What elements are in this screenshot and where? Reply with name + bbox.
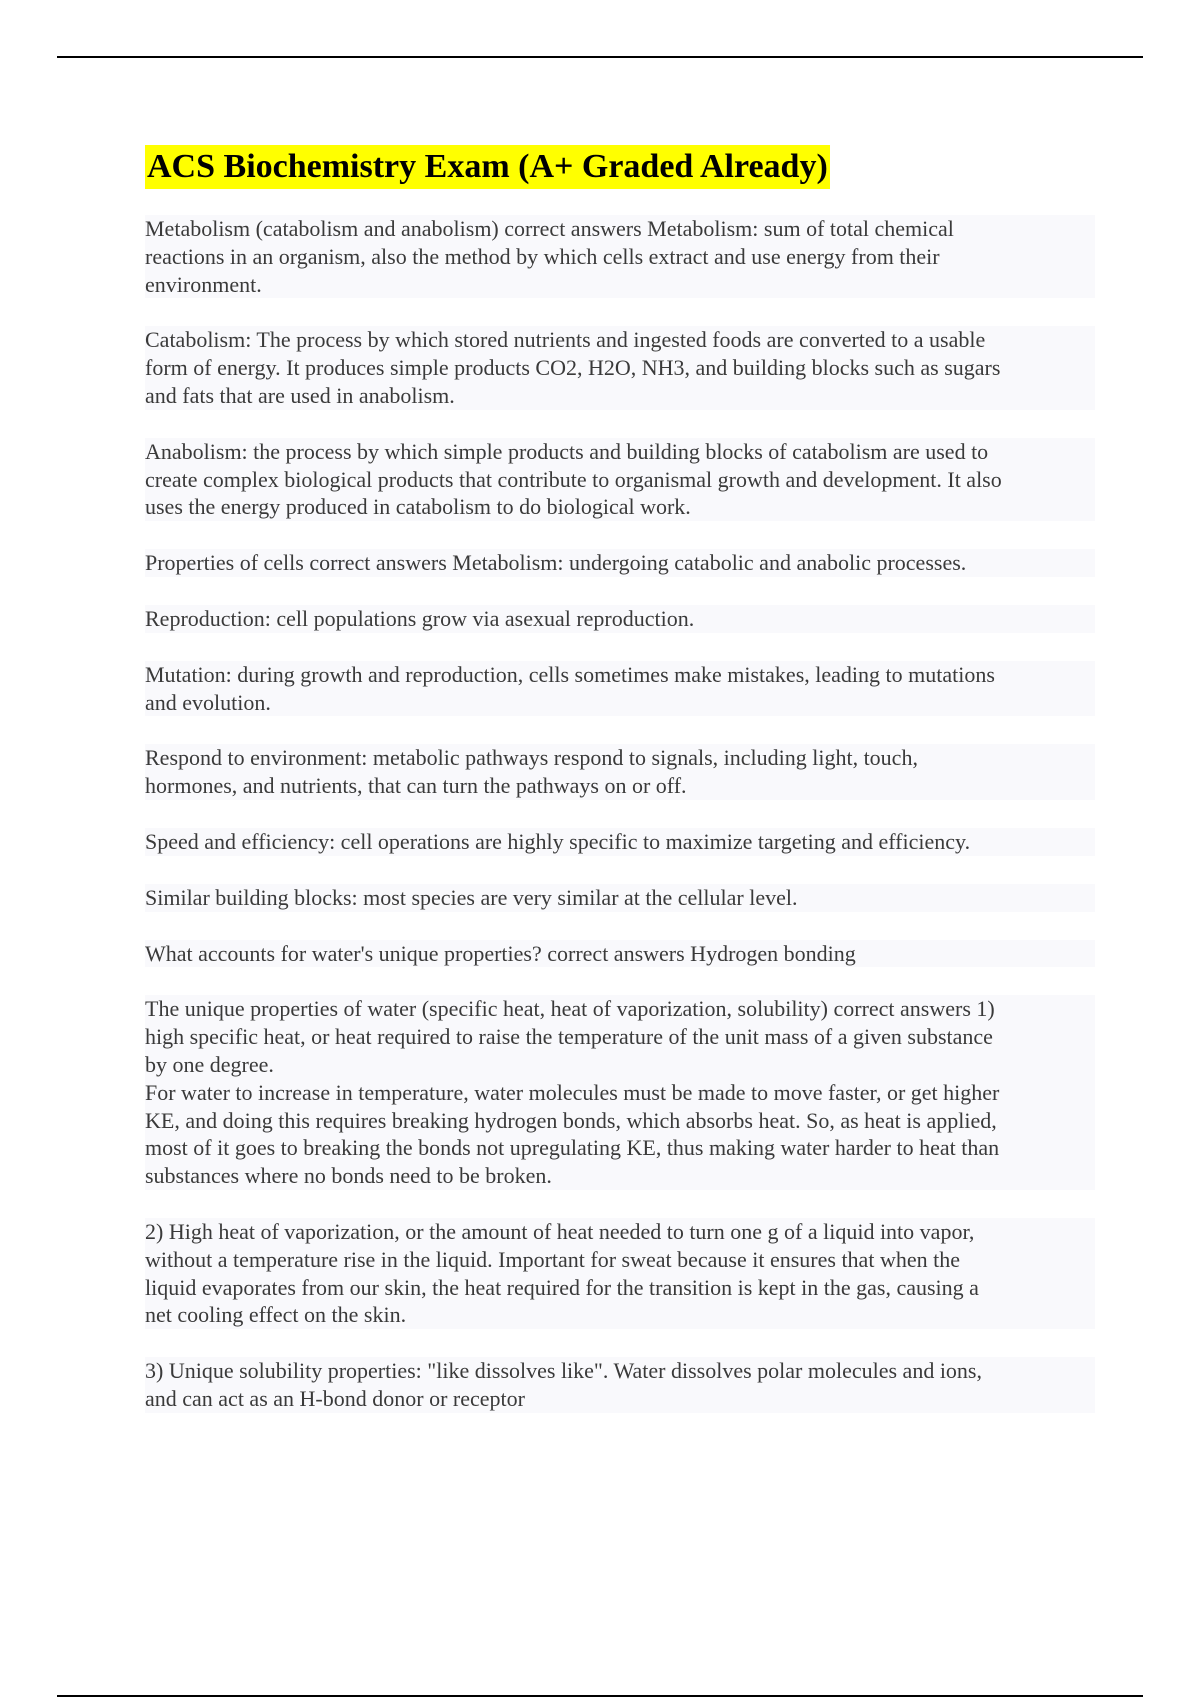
bottom-rule (57, 1695, 1143, 1697)
paragraph (145, 1357, 1095, 1413)
paragraph (145, 1218, 1095, 1329)
paragraph (145, 326, 1095, 409)
paragraph-line: and fats that are used in anabolism. (145, 382, 455, 408)
paragraph-line: net cooling effect on the skin. (145, 1302, 407, 1328)
paragraph-line: Anabolism: the process by which simple products and building blocks of catabolism are used to (145, 438, 989, 464)
top-rule (57, 56, 1143, 58)
document-body (145, 145, 1095, 1441)
paragraph-line: Speed and efficiency: cell operations are highly specific to maximize targeting and efficiency. (145, 828, 971, 854)
paragraph (145, 215, 1095, 298)
paragraph-line: For water to increase in temperature, water molecules must be made to move faster, or get higher (145, 1079, 1000, 1105)
paragraph-line: most of it goes to breaking the bonds not upregulating KE, thus making water harder to heat than (145, 1135, 1000, 1161)
paragraph (145, 661, 1095, 717)
paragraph-line: environment. (145, 271, 262, 297)
paragraph-line: without a temperature rise in the liquid. Important for sweat because it ensures that when the (145, 1246, 960, 1272)
paragraph-line: uses the energy produced in catabolism to do biological work. (145, 494, 691, 520)
paragraph-line: and can act as an H-bond donor or receptor (145, 1385, 525, 1411)
paragraph-line: Metabolism (catabolism and anabolism) correct answers Metabolism: sum of total chemical (145, 216, 954, 241)
document-title: ACS Biochemistry Exam (A+ Graded Already) (145, 145, 830, 189)
paragraph-line: create complex biological products that contribute to organismal growth and development. It also (145, 466, 1002, 492)
paragraph-line: Reproduction: cell populations grow via asexual reproduction. (145, 605, 695, 631)
paragraph (145, 884, 1095, 912)
paragraph-line: by one degree. (145, 1051, 274, 1077)
paragraph (145, 940, 1095, 968)
paragraph-line: Properties of cells correct answers Metabolism: undergoing catabolic and anabolic processes. (145, 550, 967, 576)
paragraph-line: 2) High heat of vaporization, or the amount of heat needed to turn one g of a liquid into vapor, (145, 1218, 975, 1244)
paragraph-list (145, 215, 1095, 1413)
paragraph-line: The unique properties of water (specific heat, heat of vaporization, solubility) correct answers 1) (145, 996, 995, 1022)
paragraph (145, 995, 1095, 1190)
paragraph-line: reactions in an organism, also the method by which cells extract and use energy from their (145, 243, 940, 269)
paragraph-line: liquid evaporates from our skin, the heat required for the transition is kept in the gas, causing a (145, 1274, 979, 1300)
paragraph-line: hormones, and nutrients, that can turn the pathways on or off. (145, 773, 687, 799)
paragraph (145, 438, 1095, 521)
paragraph-line: 3) Unique solubility properties: "like dissolves like". Water dissolves polar molecules and ions, (145, 1358, 982, 1384)
paragraph-line: and evolution. (145, 689, 271, 715)
paragraph (145, 828, 1095, 856)
paragraph-line: form of energy. It produces simple products CO2, H2O, NH3, and building blocks such as sugars (145, 355, 1001, 381)
paragraph-line: high specific heat, or heat required to raise the temperature of the unit mass of a given substance (145, 1024, 993, 1050)
paragraph (145, 549, 1095, 577)
paragraph (145, 605, 1095, 633)
paragraph (145, 744, 1095, 800)
paragraph-line: substances where no bonds need to be broken. (145, 1163, 552, 1189)
paragraph-line: KE, and doing this requires breaking hydrogen bonds, which absorbs heat. So, as heat is applied, (145, 1107, 997, 1133)
paragraph-line: What accounts for water's unique properties? correct answers Hydrogen bonding (145, 940, 856, 966)
paragraph-line: Mutation: during growth and reproduction, cells sometimes make mistakes, leading to mutations (145, 661, 995, 687)
paragraph-line: Respond to environment: metabolic pathways respond to signals, including light, touch, (145, 745, 918, 771)
paragraph-line: Catabolism: The process by which stored nutrients and ingested foods are converted to a usable (145, 327, 986, 353)
paragraph-line: Similar building blocks: most species are very similar at the cellular level. (145, 884, 798, 910)
